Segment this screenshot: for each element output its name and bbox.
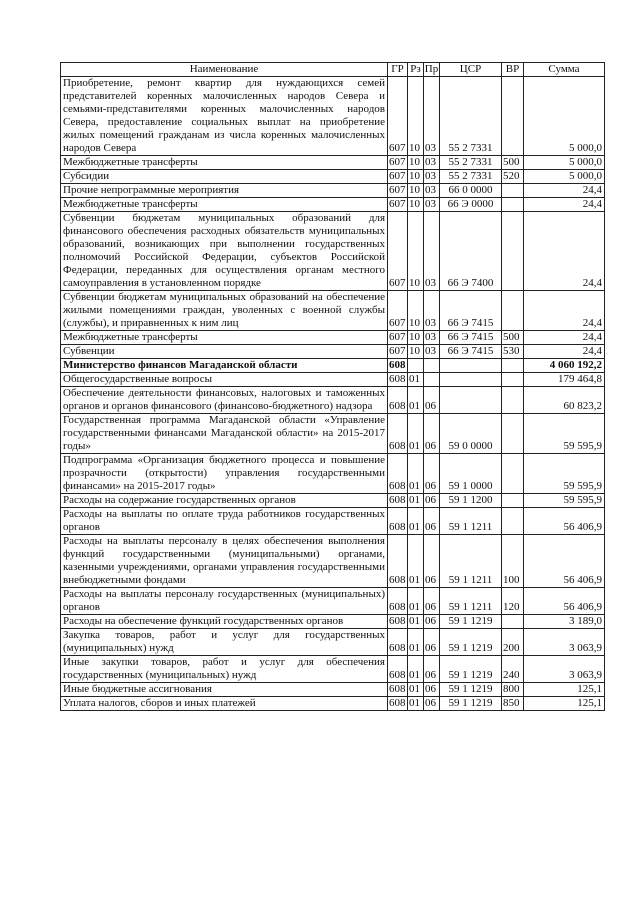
cell-gr: 608 <box>388 535 408 588</box>
cell-rz: 01 <box>408 373 424 387</box>
cell-vr: 100 <box>502 535 524 588</box>
cell-gr: 608 <box>389 359 406 371</box>
cell-csr: 59 0 0000 <box>440 414 502 454</box>
cell-rz: 10 <box>408 198 424 212</box>
cell-vr: 800 <box>502 683 524 697</box>
cell-gr: 607 <box>389 198 406 210</box>
cell-name: Субвенции <box>61 345 388 359</box>
cell-vr <box>502 212 524 291</box>
cell-vr <box>502 615 524 629</box>
cell-rz: 10 <box>408 156 424 170</box>
cell-gr: 607 <box>389 345 406 357</box>
budget-document-page <box>60 62 604 711</box>
cell-pr: 06 <box>424 629 440 656</box>
cell-sum: 24,4 <box>524 331 605 345</box>
cell-rz: 01 <box>408 535 424 588</box>
cell-name: Расходы на выплаты по оплате труда работников государственных органов <box>61 508 388 535</box>
header-pr: Пр <box>424 63 439 75</box>
header-csr: ЦСР <box>440 63 502 77</box>
table-row <box>61 373 605 387</box>
table-row <box>61 615 605 629</box>
table-row <box>61 508 605 535</box>
cell-gr: 607 <box>389 170 406 182</box>
cell-csr: 66 Э 7400 <box>440 212 502 291</box>
cell-csr: 59 1 1219 <box>440 629 502 656</box>
cell-name: Субсидии <box>61 170 388 184</box>
cell-csr: 66 Э 7415 <box>440 291 502 331</box>
cell-name: Обеспечение деятельности финансовых, налоговых и таможенных органов и органов финансового (финансово-бюджетного) надзора <box>61 387 388 414</box>
table-row <box>61 359 605 373</box>
cell-csr: 55 2 7331 <box>440 170 502 184</box>
cell-name: Субвенции бюджетам муниципальных образований на обеспечение жилыми помещениями граждан, уволенных с военной службы (службы), и приравненных к ним лиц <box>61 291 388 331</box>
table-row <box>61 697 605 711</box>
cell-vr: 500 <box>502 331 524 345</box>
budget-table <box>60 62 605 711</box>
cell-pr: 06 <box>424 387 440 414</box>
cell-sum: 59 595,9 <box>524 494 605 508</box>
cell-rz: 10 <box>408 77 424 156</box>
cell-csr: 66 0 0000 <box>440 184 502 198</box>
cell-gr: 608 <box>388 508 408 535</box>
cell-pr: 03 <box>424 291 440 331</box>
cell-sum: 24,4 <box>524 345 605 359</box>
table-row <box>61 156 605 170</box>
cell-csr: 66 Э 7415 <box>440 331 502 345</box>
cell-csr: 59 1 1219 <box>440 683 502 697</box>
cell-name: Расходы на обеспечение функций государственных органов <box>61 615 388 629</box>
cell-rz <box>408 359 424 373</box>
cell-sum: 24,4 <box>524 184 605 198</box>
cell-pr: 03 <box>424 170 440 184</box>
cell-gr: 608 <box>388 656 408 683</box>
cell-sum: 3 063,9 <box>524 629 605 656</box>
table-row <box>61 345 605 359</box>
cell-sum: 5 000,0 <box>524 77 605 156</box>
cell-vr: 530 <box>502 345 524 359</box>
table-header-row <box>61 63 605 77</box>
cell-gr: 608 <box>388 387 408 414</box>
cell-pr: 03 <box>424 331 440 345</box>
cell-rz: 10 <box>408 291 424 331</box>
cell-rz: 01 <box>408 697 424 711</box>
cell-csr: 59 1 1219 <box>440 697 502 711</box>
cell-name: Уплата налогов, сборов и иных платежей <box>61 697 388 711</box>
cell-name: Прочие непрограммные мероприятия <box>61 184 388 198</box>
table-row <box>61 170 605 184</box>
table-row <box>61 198 605 212</box>
cell-csr: 59 1 1211 <box>440 508 502 535</box>
cell-gr: 608 <box>389 373 406 385</box>
table-row <box>61 291 605 331</box>
cell-gr: 607 <box>388 77 408 156</box>
cell-rz: 10 <box>408 331 424 345</box>
cell-pr: 06 <box>424 508 440 535</box>
table-row <box>61 494 605 508</box>
cell-gr: 608 <box>389 494 406 506</box>
cell-csr: 66 Э 0000 <box>440 198 502 212</box>
cell-vr <box>502 184 524 198</box>
cell-vr: 850 <box>502 697 524 711</box>
cell-pr: 03 <box>424 77 440 156</box>
cell-sum: 125,1 <box>524 683 605 697</box>
cell-vr <box>502 77 524 156</box>
cell-gr: 607 <box>389 184 406 196</box>
cell-pr: 03 <box>424 184 440 198</box>
table-row <box>61 454 605 494</box>
cell-gr: 607 <box>388 212 408 291</box>
cell-rz: 01 <box>408 683 424 697</box>
cell-rz: 01 <box>408 656 424 683</box>
cell-pr <box>424 373 440 387</box>
cell-name: Субвенции бюджетам муниципальных образований для финансового обеспечения расходных обязательств муниципальных образований, возникающих при выполнении государственных полномочий Российской Федерации, субъектов Российской Федерации, переданных для осуществления органам местного самоуправления в установленном порядке <box>61 212 388 291</box>
cell-gr: 608 <box>389 615 406 627</box>
table-body <box>61 77 605 711</box>
cell-vr <box>502 508 524 535</box>
cell-vr <box>502 359 524 373</box>
table-row <box>61 414 605 454</box>
cell-vr <box>502 373 524 387</box>
cell-vr: 520 <box>502 170 524 184</box>
cell-sum: 179 464,8 <box>524 373 605 387</box>
cell-gr: 607 <box>389 156 406 168</box>
cell-gr: 608 <box>388 629 408 656</box>
cell-csr <box>440 359 502 373</box>
cell-vr <box>502 414 524 454</box>
cell-pr: 06 <box>424 535 440 588</box>
cell-name: Государственная программа Магаданской области «Управление государственными финансами Магаданской области» на 2015-2017 годы» <box>61 414 388 454</box>
cell-vr <box>502 291 524 331</box>
cell-csr: 55 2 7331 <box>440 77 502 156</box>
cell-vr: 120 <box>502 588 524 615</box>
cell-rz: 10 <box>408 170 424 184</box>
cell-pr: 06 <box>424 588 440 615</box>
cell-rz: 01 <box>408 387 424 414</box>
cell-sum: 5 000,0 <box>524 170 605 184</box>
cell-name: Общегосударственные вопросы <box>61 373 388 387</box>
cell-rz: 10 <box>408 345 424 359</box>
cell-pr: 06 <box>424 414 440 454</box>
cell-gr: 608 <box>389 697 406 709</box>
cell-name: Закупка товаров, работ и услуг для государственных (муниципальных) нужд <box>61 629 388 656</box>
cell-name: Межбюджетные трансферты <box>61 331 388 345</box>
table-row <box>61 656 605 683</box>
cell-rz: 01 <box>408 615 424 629</box>
cell-rz: 01 <box>408 629 424 656</box>
cell-rz: 01 <box>408 508 424 535</box>
cell-vr: 240 <box>502 656 524 683</box>
cell-pr: 03 <box>424 198 440 212</box>
cell-pr: 06 <box>424 494 440 508</box>
table-row <box>61 387 605 414</box>
cell-csr: 59 1 1211 <box>440 535 502 588</box>
cell-csr <box>440 387 502 414</box>
header-gr: ГР <box>388 63 408 77</box>
cell-name: Расходы на содержание государственных органов <box>61 494 388 508</box>
cell-pr: 06 <box>424 454 440 494</box>
table-row <box>61 184 605 198</box>
cell-sum: 3 189,0 <box>524 615 605 629</box>
cell-rz: 01 <box>408 494 424 508</box>
cell-csr: 66 Э 7415 <box>440 345 502 359</box>
cell-rz: 01 <box>408 588 424 615</box>
cell-sum: 60 823,2 <box>524 387 605 414</box>
cell-sum: 56 406,9 <box>524 588 605 615</box>
cell-gr: 608 <box>389 683 406 695</box>
table-row <box>61 77 605 156</box>
cell-sum: 59 595,9 <box>524 454 605 494</box>
cell-sum: 5 000,0 <box>524 156 605 170</box>
table-row <box>61 535 605 588</box>
cell-csr: 59 1 0000 <box>440 454 502 494</box>
cell-vr: 200 <box>502 629 524 656</box>
cell-sum: 24,4 <box>524 291 605 331</box>
cell-name: Приобретение, ремонт квартир для нуждающихся семей представителей коренных малочисленных народов Севера и семьями-представителями коренных малочисленных народов Севера, предоставление социальных выплат на приобретение жилых помещений гражданам из числа коренных малочисленных народов Севера <box>61 77 388 156</box>
cell-sum: 3 063,9 <box>524 656 605 683</box>
cell-csr <box>440 373 502 387</box>
cell-vr <box>502 387 524 414</box>
cell-sum: 24,4 <box>524 212 605 291</box>
cell-sum: 4 060 192,2 <box>524 359 605 373</box>
cell-pr: 06 <box>424 697 440 711</box>
cell-gr: 607 <box>388 291 408 331</box>
cell-vr <box>502 454 524 494</box>
cell-rz: 01 <box>408 454 424 494</box>
cell-sum: 24,4 <box>524 198 605 212</box>
cell-name: Межбюджетные трансферты <box>61 198 388 212</box>
cell-csr: 59 1 1211 <box>440 588 502 615</box>
cell-name: Межбюджетные трансферты <box>61 156 388 170</box>
cell-pr: 03 <box>424 212 440 291</box>
cell-name: Расходы на выплаты персоналу государственных (муниципальных) органов <box>61 588 388 615</box>
cell-vr: 500 <box>502 156 524 170</box>
cell-gr: 608 <box>388 588 408 615</box>
cell-sum: 56 406,9 <box>524 508 605 535</box>
cell-pr: 06 <box>424 656 440 683</box>
cell-pr <box>424 359 440 373</box>
cell-sum: 59 595,9 <box>524 414 605 454</box>
header-vr: ВР <box>502 63 524 77</box>
cell-csr: 59 1 1219 <box>440 656 502 683</box>
cell-name: Подпрограмма «Организация бюджетного процесса и повышение прозрачности (открытости) управления государственными финансами» на 2015-2017 годы» <box>61 454 388 494</box>
cell-gr: 608 <box>388 454 408 494</box>
cell-pr: 03 <box>424 156 440 170</box>
cell-name: Иные закупки товаров, работ и услуг для обеспечения государственных (муниципальных) нужд <box>61 656 388 683</box>
cell-rz: 01 <box>408 414 424 454</box>
cell-pr: 06 <box>424 615 440 629</box>
cell-csr: 55 2 7331 <box>440 156 502 170</box>
cell-name: Иные бюджетные ассигнования <box>61 683 388 697</box>
cell-rz: 10 <box>408 212 424 291</box>
cell-gr: 607 <box>389 331 406 343</box>
header-sum: Сумма <box>524 63 605 77</box>
cell-name: Министерство финансов Магаданской области <box>61 359 388 373</box>
cell-name: Расходы на выплаты персоналу в целях обеспечения выполнения функций государственными (муниципальными) органами, казенными учреждениями, органами управления государственными внебюджетными фондами <box>61 535 388 588</box>
table-row <box>61 683 605 697</box>
cell-csr: 59 1 1200 <box>440 494 502 508</box>
cell-pr: 03 <box>424 345 440 359</box>
cell-pr: 06 <box>424 683 440 697</box>
cell-vr <box>502 494 524 508</box>
cell-sum: 125,1 <box>524 697 605 711</box>
header-rz: Рз <box>408 63 424 77</box>
cell-csr: 59 1 1219 <box>440 615 502 629</box>
cell-rz: 10 <box>408 184 424 198</box>
header-name: Наименование <box>61 63 388 77</box>
table-row <box>61 588 605 615</box>
cell-vr <box>502 198 524 212</box>
cell-gr: 608 <box>388 414 408 454</box>
table-row <box>61 629 605 656</box>
cell-sum: 56 406,9 <box>524 535 605 588</box>
table-row <box>61 212 605 291</box>
table-row <box>61 331 605 345</box>
